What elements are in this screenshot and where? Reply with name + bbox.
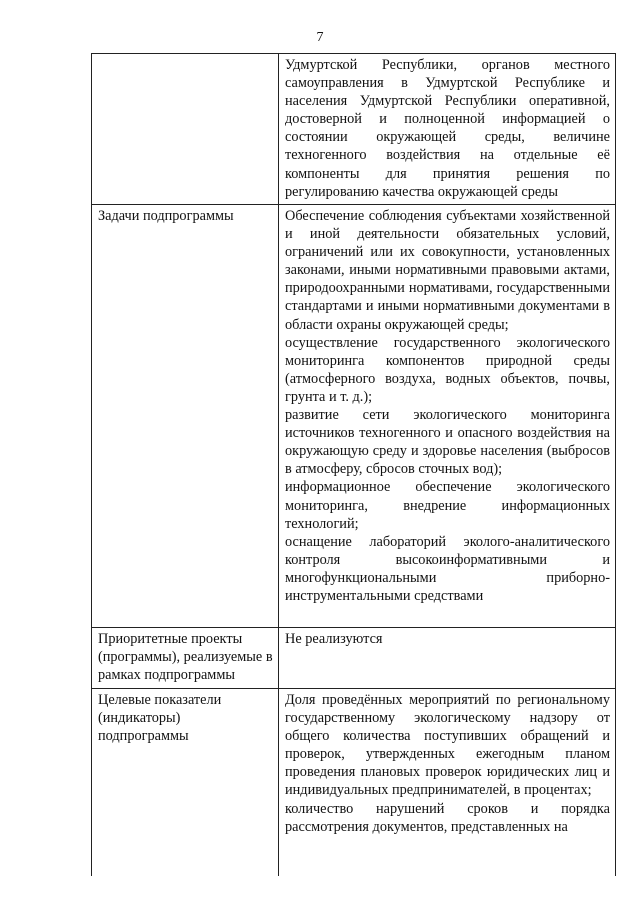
table-row (92, 54, 616, 205)
row-label: Приоритетные проекты (программы), реализуемые в рамках подпрограммы (92, 628, 279, 689)
subprogram-passport-table (91, 53, 616, 876)
content-paragraph: развитие сети экологического мониторинга источников техногенного и опасного воздействия на окружающую среду и здоровье населения (выбросов в атмосферу, сбросов сточных вод); (285, 407, 610, 478)
row-label: Целевые показатели (индикаторы) подпрограммы (92, 689, 279, 876)
content-paragraph: Обеспечение соблюдения субъектами хозяйственной и иной деятельности обязательных условий, ограничений или их совокупности, установленных законами, иными нормативными правовыми актами, природоохранными нормативами, государственными стандартами и иными нормативными документами в области охраны окружающей среды; (285, 208, 610, 333)
content-paragraph: Удмуртской Республики, органов местного самоуправления в Удмуртской Республике и населения Удмуртской Республики оперативной, достоверной и полноценной информацией о состоянии окружающей среды, величине техногенного воздействия на отдельные её компоненты для принятия решения по регулированию качества окружающей среды (285, 57, 610, 200)
table-row (92, 628, 616, 689)
table-row (92, 205, 616, 628)
row-content (279, 628, 616, 689)
row-content (279, 54, 616, 205)
content-paragraph: количество нарушений сроков и порядка рассмотрения документов, представленных на (285, 800, 610, 835)
row-label: Задачи подпрограммы (92, 205, 279, 628)
page-number: 7 (316, 30, 324, 45)
content-paragraph: Не реализуются (285, 631, 383, 647)
content-paragraph: оснащение лабораторий эколого-аналитического контроля высокоинформативными и многофункциональными приборно-инструментальными средствами (285, 533, 610, 604)
content-paragraph: Доля проведённых мероприятий по региональному государственному экологическому надзору от общего количества поступивших обращений и проверок, утвержденных ежегодным планом проведения плановых проверок юридических лиц и индивидуальных предпринимателей, в процентах; (285, 692, 610, 799)
table-row (92, 689, 616, 876)
row-content (279, 205, 616, 628)
row-label (92, 54, 279, 205)
content-paragraph: осуществление государственного экологического мониторинга компонентов природной среды (атмосферного воздуха, водных объектов, почвы, грунта и т. д.); (285, 334, 610, 405)
row-content (279, 689, 616, 876)
content-paragraph: информационное обеспечение экологического мониторинга, внедрение информационных технологий; (285, 479, 610, 532)
